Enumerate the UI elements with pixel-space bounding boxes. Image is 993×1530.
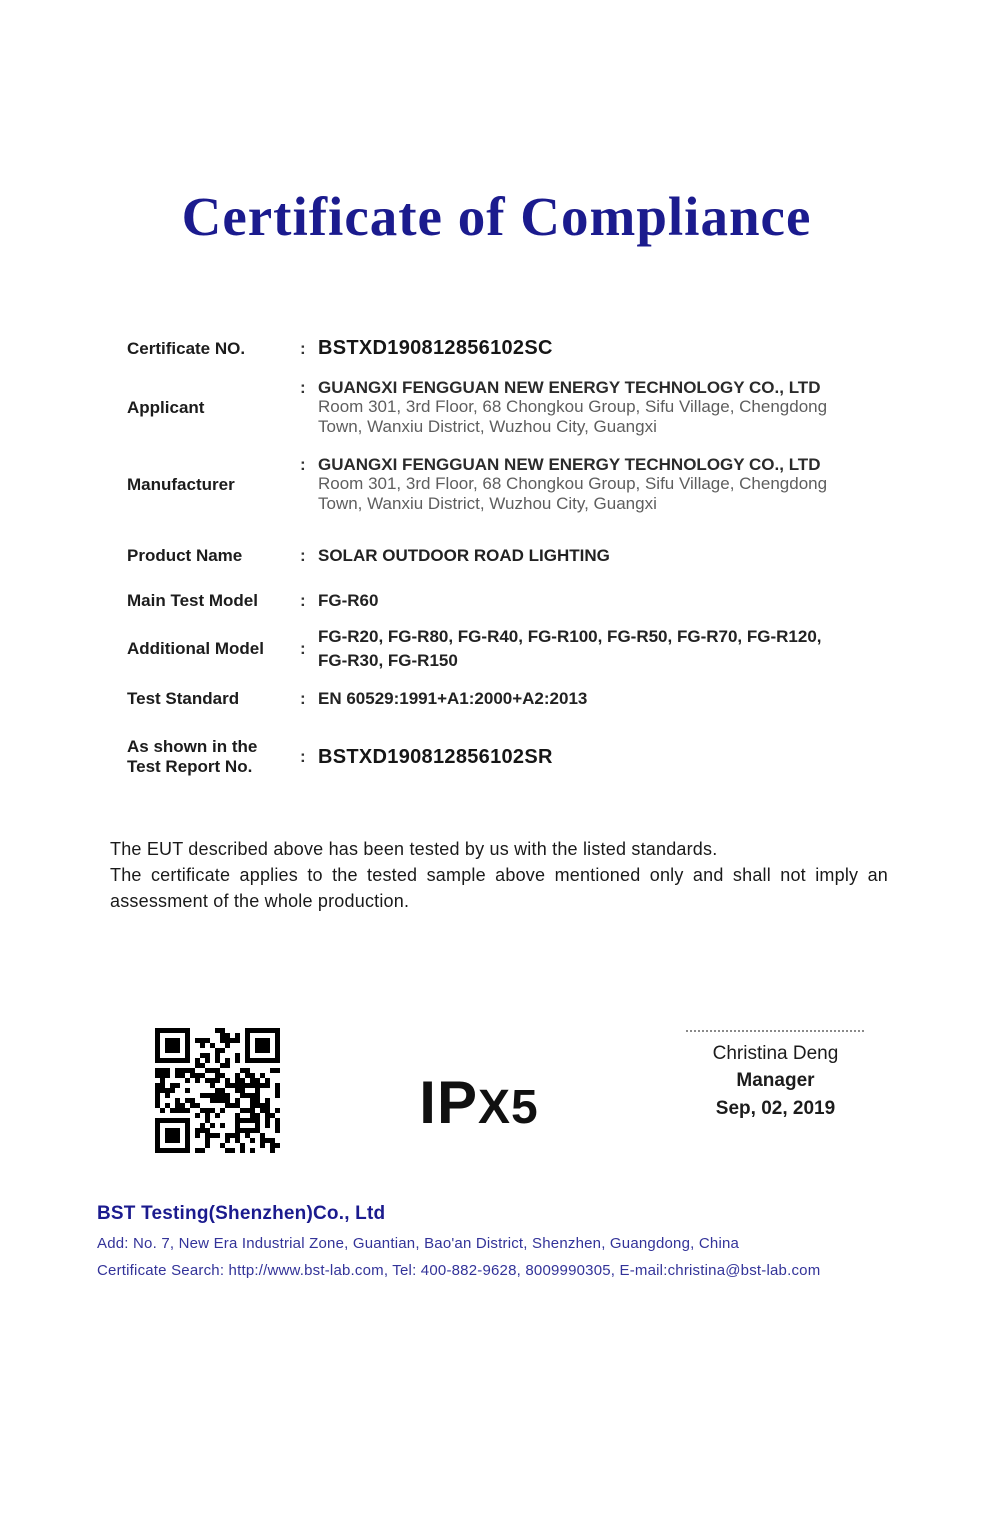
bottom-band [155, 1028, 873, 1153]
additional-model-value [318, 625, 893, 673]
test-report-label-line1: As shown in the [127, 737, 258, 756]
product-name-value: SOLAR OUTDOOR ROAD LIGHTING [318, 546, 610, 565]
manufacturer-address-line2: Town, Wanxiu District, Wuzhou City, Guangxi [318, 494, 657, 513]
colon-separator: : [300, 689, 306, 708]
issuer-company-name: BST Testing(Shenzhen)Co., Ltd [97, 1203, 386, 1224]
field-certificate-no [127, 337, 893, 360]
statement-line1: The EUT described above has been tested by us with the listed standards. [110, 839, 718, 859]
ip-rating-prefix: IP [419, 1069, 478, 1136]
colon-separator: : [300, 378, 306, 397]
manufacturer-label: Manufacturer [127, 474, 235, 494]
manufacturer-address-line1: Room 301, 3rd Floor, 68 Chongkou Group, Sifu Village, Chengdong [318, 474, 828, 493]
test-standard-label: Test Standard [127, 689, 240, 708]
applicant-address-line1: Room 301, 3rd Floor, 68 Chongkou Group, Sifu Village, Chengdong [318, 397, 828, 416]
ip-rating-suffix: X5 [477, 1081, 539, 1134]
certificate-page [0, 185, 993, 1530]
applicant-value [318, 378, 893, 437]
signature-date: Sep, 02, 2019 [715, 1098, 836, 1119]
certificate-no-value: BSTXD190812856102SC [318, 337, 553, 359]
field-additional-model [127, 625, 893, 673]
field-product-name [127, 544, 893, 568]
issuer-address: Add: No. 7, New Era Industrial Zone, Guantian, Bao'an District, Shenzhen, Guangdong, China [97, 1235, 740, 1252]
applicant-label: Applicant [127, 397, 205, 417]
colon-separator: : [300, 455, 306, 474]
manufacturer-value [318, 455, 893, 514]
issuer-footer [97, 1203, 993, 1279]
signature-block [678, 1030, 873, 1120]
applicant-company: GUANGXI FENGGUAN NEW ENERGY TECHNOLOGY CO., LTD [318, 378, 821, 397]
colon-separator: : [300, 639, 306, 658]
additional-model-line1: FG-R20, FG-R80, FG-R40, FG-R100, FG-R50, FG-R70, FG-R120, [318, 627, 822, 646]
field-test-standard [127, 687, 893, 711]
certificate-no-label: Certificate NO. [127, 338, 246, 358]
field-manufacturer [127, 455, 893, 514]
colon-separator: : [300, 591, 306, 610]
field-main-test-model [127, 589, 893, 613]
applicant-address-line2: Town, Wanxiu District, Wuzhou City, Guangxi [318, 417, 657, 436]
product-name-label: Product Name [127, 546, 243, 565]
signatory-name: Christina Deng [712, 1043, 839, 1064]
ip-rating-mark [419, 1068, 538, 1137]
manufacturer-company: GUANGXI FENGGUAN NEW ENERGY TECHNOLOGY CO., LTD [318, 455, 821, 474]
certificate-fields [127, 337, 893, 777]
test-standard-value: EN 60529:1991+A1:2000+A2:2013 [318, 689, 588, 708]
page-title: Certificate of Compliance [181, 186, 812, 247]
main-test-model-value: FG-R60 [318, 591, 379, 610]
field-test-report-no [127, 737, 893, 777]
colon-separator: : [300, 747, 306, 766]
signature-dotted-line [686, 1030, 864, 1032]
statement-line2: The certificate applies to the tested sample above mentioned only and shall not imply an assessment of the whole production. [110, 865, 888, 911]
issuer-contact: Certificate Search: http://www.bst-lab.com, Tel: 400-882-9628, 8009990305, E-mail:christina@bst-lab.com [97, 1262, 821, 1279]
colon-separator: : [300, 338, 306, 358]
colon-separator: : [300, 546, 306, 565]
signatory-title: Manager [736, 1070, 815, 1091]
additional-model-label: Additional Model [127, 639, 264, 658]
main-test-model-label: Main Test Model [127, 591, 258, 610]
qr-code-icon [155, 1028, 280, 1153]
test-report-value: BSTXD190812856102SR [318, 745, 553, 768]
test-report-label-line2: Test Report No. [127, 757, 253, 776]
additional-model-line2: FG-R30, FG-R150 [318, 651, 458, 670]
field-applicant [127, 378, 893, 437]
compliance-statement [110, 836, 888, 914]
test-report-label [127, 737, 300, 777]
